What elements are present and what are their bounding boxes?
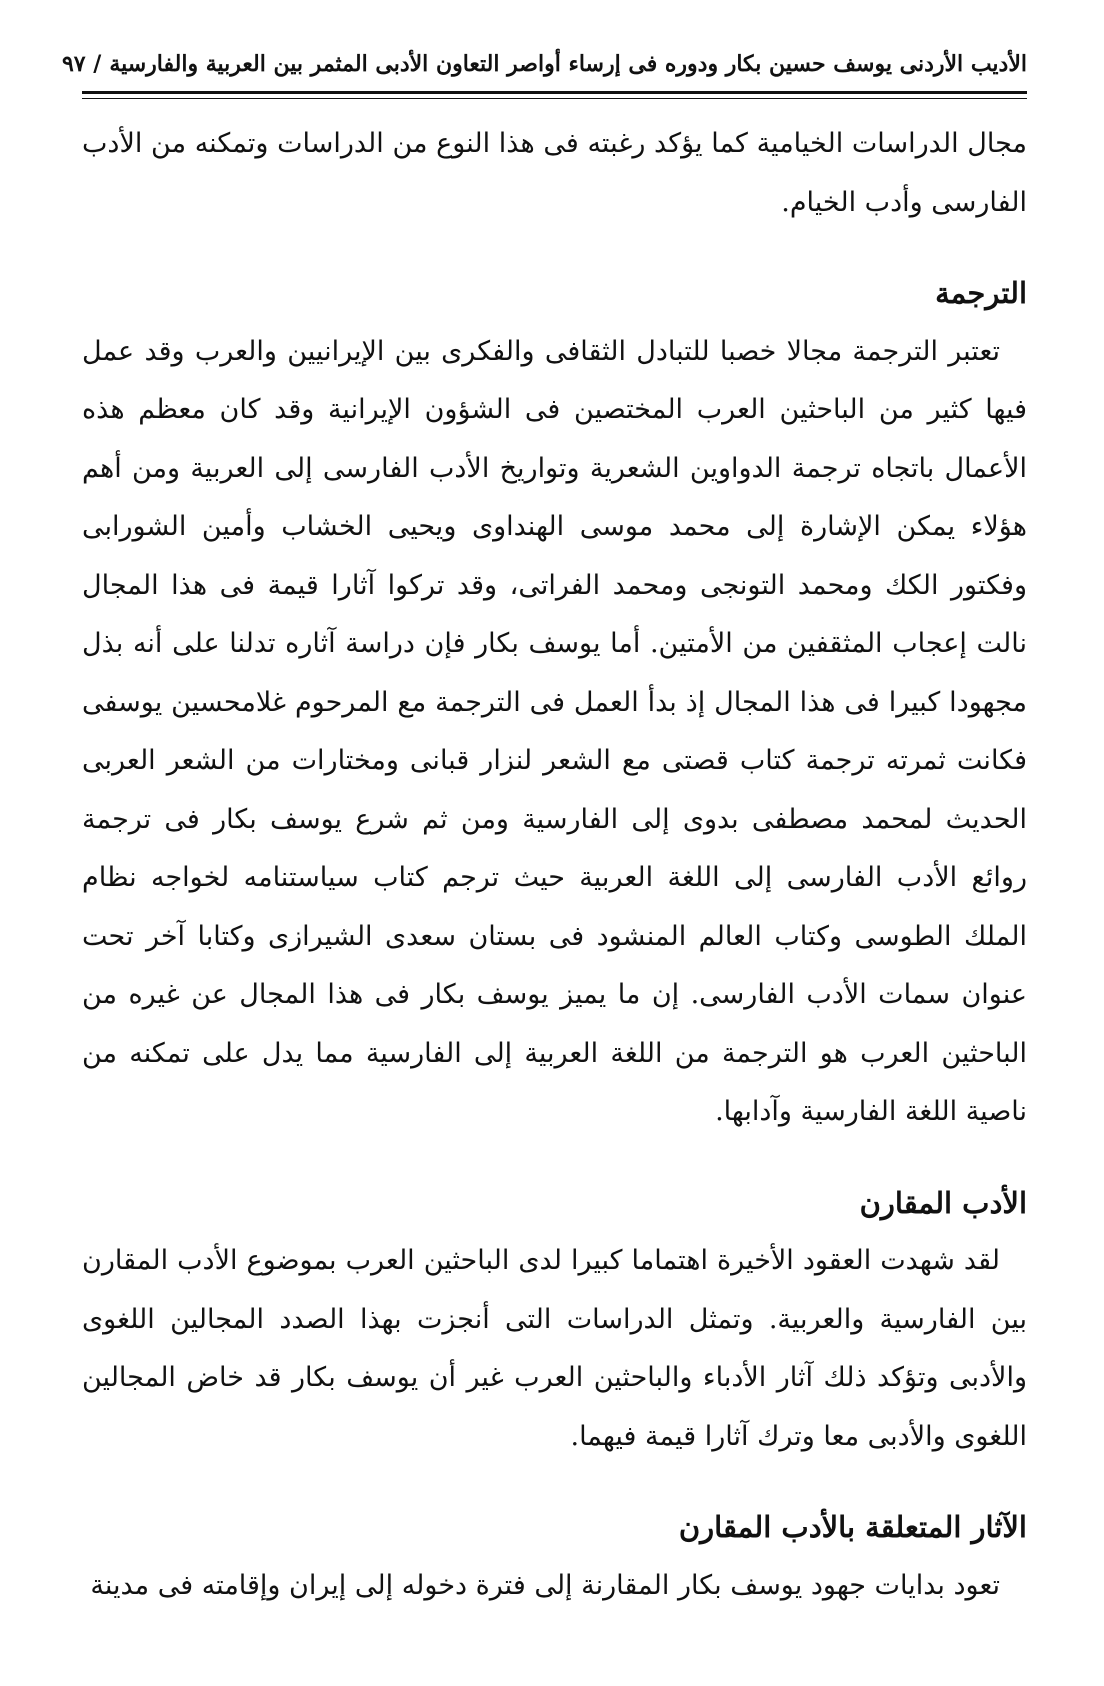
paragraph-comparative-literature: لقد شهدت العقود الأخيرة اهتماما كبيرا لدى الباحثين العرب بموضوع الأدب المقارن بين الفارسية والعربية. وتمثل الدراسات التى أنجزت بهذا الصدد المجالين اللغوى والأدبى وتؤكد ذلك آثار الأدباء والباحثين العرب غير أن يوسف بكار قد خاض المجالين اللغوى والأدبى معا وترك آثارا قيمة فيهما. (82, 1245, 1027, 1452)
header-rule-thick (82, 91, 1027, 94)
paragraph-comparative-works: تعود بدايات جهود يوسف بكار المقارنة إلى فترة دخوله إلى إيران وإقامته فى مدينة (90, 1569, 1000, 1601)
page-number: / ٩٧ (61, 51, 102, 77)
section-gap (82, 1142, 1027, 1174)
paragraph-continuation: مجال الدراسات الخيامية كما يؤكد رغبته فى هذا النوع من الدراسات وتمكنه من الأدب الفارسى وأدب الخيام. (82, 128, 1027, 218)
page-body (82, 115, 1027, 1615)
document-page (61, 36, 1027, 1666)
section-heading-comparative-literature: الأدب المقارن (859, 1185, 1027, 1220)
section-gap (82, 1466, 1027, 1498)
paragraph-translation: تعتبر الترجمة مجالا خصبا للتبادل الثقافى والفكرى بين الإيرانيين والعرب وقد عمل فيها كثير من الباحثين العرب المختصين فى الشؤون الإيرانية وقد كان معظم هذه الأعمال باتجاه ترجمة الدواوين الشعرية وتواريخ الأدب الفارسى إلى العربية ومن أهم هؤلاء يمكن الإشارة إلى محمد موسى الهنداوى ويحيى الخشاب وأمين الشورابى وفكتور الكك ومحمد التونجى ومحمد الفراتى، وقد تركوا آثارا قيمة فى هذا المجال نالت إعجاب المثقفين من الأمتين. أما يوسف بكار فإن دراسة آثاره تدلنا على أنه بذل مجهودا كبيرا فى هذا المجال إذ بدأ العمل فى الترجمة مع المرحوم غلامحسين يوسفى فكانت ثمرته ترجمة كتاب قصتى مع الشعر لنزار قبانى ومختارات من الشعر العربى الحديث لمحمد مصطفى بدوى إلى الفارسية ومن ثم شرع يوسف بكار فى ترجمة روائع الأدب الفارسى إلى اللغة العربية حيث ترجم كتاب سياستنامه لخواجه نظام الملك الطوسى وكتاب العالم المنشود فى بستان سعدى الشيرازى وكتابا آخر تحت عنوان سمات الأدب الفارسى. إن ما يميز يوسف بكار فى هذا المجال عن غيره من الباحثين العرب هو الترجمة من اللغة العربية إلى الفارسية مما يدل على تمكنه من ناصية اللغة الفارسية وآدابها. (82, 335, 1027, 1127)
running-header (61, 36, 1027, 89)
running-title: الأديب الأردنى يوسف حسين بكار ودوره فى إرساء أواصر التعاون الأدبى المثمر بين العربية والفارسية (109, 51, 1027, 77)
section-gap (82, 232, 1027, 264)
section-heading-comparative-works: الآثار المتعلقة بالأدب المقارن (678, 1510, 1027, 1544)
section-heading-translation: الترجمة (935, 276, 1027, 310)
header-rule-thin (82, 98, 1027, 99)
